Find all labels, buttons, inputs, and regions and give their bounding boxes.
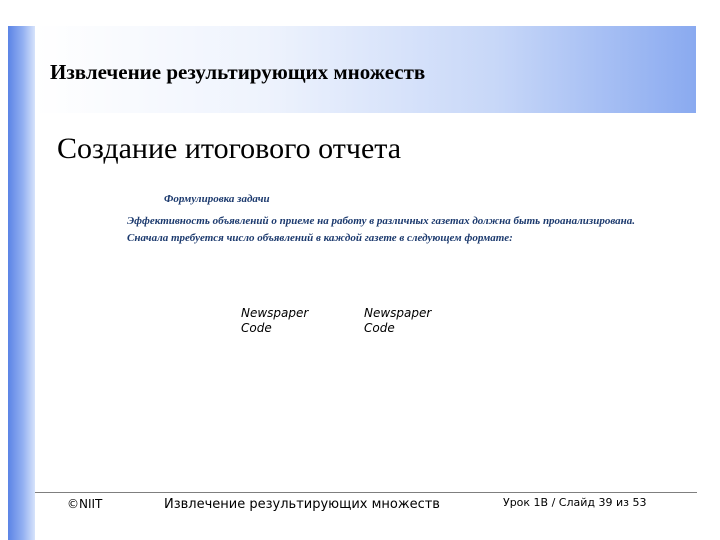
left-accent-bar [8, 26, 35, 540]
slide-subtitle: Создание итогового отчета [57, 132, 402, 165]
task-heading: Формулировка задачи [164, 193, 270, 205]
footer-copyright: ©NIIT [67, 497, 103, 511]
slide-title: Извлечение результирующих множеств [50, 60, 426, 84]
table-header-column-1 [241, 306, 308, 336]
footer-course-title: Извлечение результирующих множеств [164, 497, 440, 512]
task-description: Эффективность объявлений о приеме на работу в различных газетах должна быть проанализирована. Сначала требуется число объявлений в каждой газете в следующем формате: [127, 215, 636, 244]
table-header-line: Code [241, 321, 272, 335]
footer-page-info: Урок 1B / Слайд 39 из 53 [503, 496, 647, 509]
footer-divider [35, 492, 697, 493]
table-header-line: Newspaper [364, 306, 432, 320]
table-header-line: Code [364, 321, 395, 335]
table-header-line: Newspaper [241, 306, 309, 320]
table-header-column-2 [364, 306, 431, 336]
